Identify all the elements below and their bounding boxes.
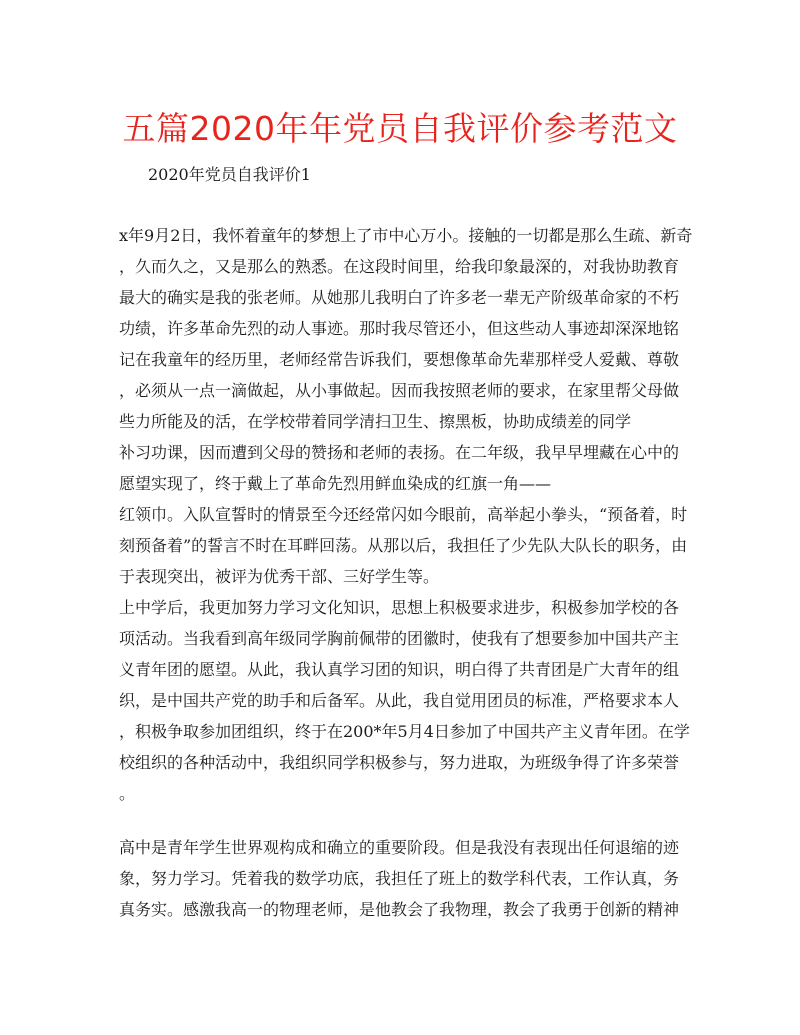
paragraph-line: 。: [119, 784, 136, 803]
paragraph-line: 于表现突出，被评为优秀干部、三好学生等。: [119, 567, 440, 586]
paragraph-line: 项活动。当我看到高年级同学胸前佩带的团徽时，使我有了想要参加中国共产主: [119, 629, 680, 648]
paragraph-line: 真务实。感激我高一的物理老师，是他教会了我物理，教会了我勇于创新的精神: [119, 900, 680, 919]
paragraph-line: 最大的确实是我的张老师。从她那儿我明白了许多老一辈无产阶级革命家的不朽: [119, 288, 680, 307]
paragraph-line: 刻预备着”的誓言不时在耳畔回荡。从那以后，我担任了少先队大队长的职务，由: [119, 536, 688, 555]
paragraph-line: ，久而久之，又是那么的熟悉。在这段时间里，给我印象最深的，对我协助教育: [119, 257, 680, 276]
paragraph-line: 些力所能及的活，在学校带着同学清扫卫生、擦黑板，协助成绩差的同学: [119, 412, 632, 431]
paragraph-line: 上中学后，我更加努力学习文化知识，思想上积极要求进步，积极参加学校的各: [119, 598, 680, 617]
paragraph-line: 义青年团的愿望。从此，我认真学习团的知识，明白得了共青团是广大青年的组: [119, 660, 680, 679]
paragraph-line: 校组织的各种活动中，我组织同学积极参与，努力进取，为班级争得了许多荣誉: [119, 753, 680, 772]
paragraph-line: ，必须从一点一滴做起，从小事做起。因而我按照老师的要求，在家里帮父母做: [119, 381, 680, 400]
paragraph-line: ，积极争取参加团组织，终于在200*年5月4日参加了中国共产主义青年团。在学: [119, 722, 690, 741]
paragraph-line: 记在我童年的经历里，老师经常告诉我们，要想像革命先辈那样受人爱戴、尊敬: [119, 350, 680, 369]
paragraph-line: 补习功课，因而遭到父母的赞扬和老师的表扬。在二年级，我早早埋藏在心中的: [119, 443, 680, 462]
paragraph-line: 功绩，许多革命先烈的动人事迹。那时我尽管还小，但这些动人事迹却深深地铭: [119, 319, 680, 338]
paragraph-line: x年9月2日，我怀着童年的梦想上了市中心万小。接触的一切都是那么生疏、新奇: [119, 226, 693, 245]
paragraph-line: 红领巾。入队宣誓时的情景至今还经常闪如今眼前，高举起小拳头，“预备着，时: [119, 505, 688, 524]
paragraph-line: 织，是中国共产党的助手和后备军。从此，我自觉用团员的标准，严格要求本人: [119, 691, 680, 710]
paragraph-line: 愿望实现了，终于戴上了革命先烈用鲜血染成的红旗一角——: [119, 474, 552, 493]
document-title: 五篇2020年年党员自我评价参考范文: [122, 109, 678, 148]
section-heading: 2020年党员自我评价1: [148, 165, 311, 184]
paragraph-line: 高中是青年学生世界观构成和确立的重要阶段。但是我没有表现出任何退缩的迹: [119, 838, 680, 857]
paragraph-line: 象，努力学习。凭着我的数学功底，我担任了班上的数学科代表，工作认真，务: [119, 869, 680, 888]
